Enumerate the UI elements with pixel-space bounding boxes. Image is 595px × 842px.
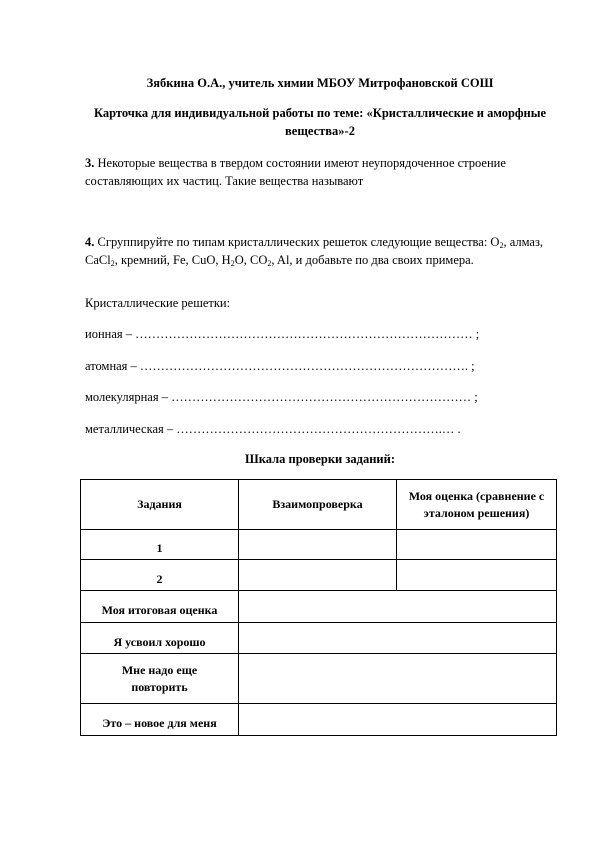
task-4-number: 4. <box>85 235 95 249</box>
atomic-lattice-line: атомная – ……………………………………………………………………. ; <box>85 359 475 373</box>
table-row <box>81 560 557 591</box>
learned-well-cell[interactable] <box>239 623 557 654</box>
header-peer-review: Взаимопроверка <box>239 480 397 530</box>
task-4-text-4: O, CO <box>234 253 268 267</box>
learned-well-label: Я усвоил хорошо <box>81 623 239 654</box>
table-row <box>81 654 557 704</box>
self-assessment-cell[interactable] <box>397 560 557 591</box>
task-3-text: Некоторые вещества в твердом состоянии имеют неупорядоченное строение составляющих их частиц. Такие вещества называют <box>85 156 506 188</box>
peer-review-cell[interactable] <box>239 530 397 560</box>
author-line: Зябкина О.А., учитель химии МБОУ Митрофановской СОШ <box>146 76 494 90</box>
score-table-header-row <box>81 480 557 530</box>
score-table <box>80 479 557 736</box>
task-number-cell: 2 <box>81 560 239 591</box>
o2-subscript: 2 <box>499 241 504 250</box>
need-repeat-cell[interactable] <box>239 654 557 704</box>
final-grade-cell[interactable] <box>239 591 557 623</box>
cacl2-subscript: 2 <box>110 259 115 268</box>
task-3-number: 3. <box>85 156 95 170</box>
task-4-text-1: Сгруппируйте по типам кристаллических решеток следующие вещества: O <box>97 235 500 249</box>
final-grade-label: Моя итоговая оценка <box>81 591 239 623</box>
task-number-cell: 1 <box>81 530 239 560</box>
co2-subscript: 2 <box>267 259 272 268</box>
new-for-me-label: Это – новое для меня <box>81 704 239 736</box>
scale-title: Шкала проверки заданий: <box>245 452 395 466</box>
metallic-lattice-line: металлическая – ……………………………………………………….… . <box>85 422 461 436</box>
task-3 <box>85 154 565 190</box>
task-4 <box>85 233 565 269</box>
task-4-text-5: , Al, и добавьте по два своих примера. <box>271 253 474 267</box>
need-repeat-label: Мне надо еще повторить <box>81 654 239 704</box>
table-row <box>81 591 557 623</box>
table-row <box>81 623 557 654</box>
molecular-lattice-line: молекулярная – ……………………………………………………………… ; <box>85 390 478 404</box>
task-4-text-2: , алмаз, CaCl <box>85 235 544 267</box>
ionic-lattice-line: ионная – ……………………………………………………………………… ; <box>85 327 480 341</box>
card-title: Карточка для индивидуальной работы по теме: «Кристаллические и аморфные вещества»-2 <box>93 106 547 138</box>
table-row <box>81 530 557 560</box>
lattices-heading: Кристаллические решетки: <box>85 296 231 310</box>
header-tasks: Задания <box>81 480 239 530</box>
h2o-subscript: 2 <box>230 259 235 268</box>
peer-review-cell[interactable] <box>239 560 397 591</box>
self-assessment-cell[interactable] <box>397 530 557 560</box>
task-4-text-3: , кремний, Fe, CuO, H <box>114 253 231 267</box>
new-for-me-cell[interactable] <box>239 704 557 736</box>
table-row <box>81 704 557 736</box>
header-self-assessment: Моя оценка (сравнение с эталоном решения) <box>397 480 557 530</box>
